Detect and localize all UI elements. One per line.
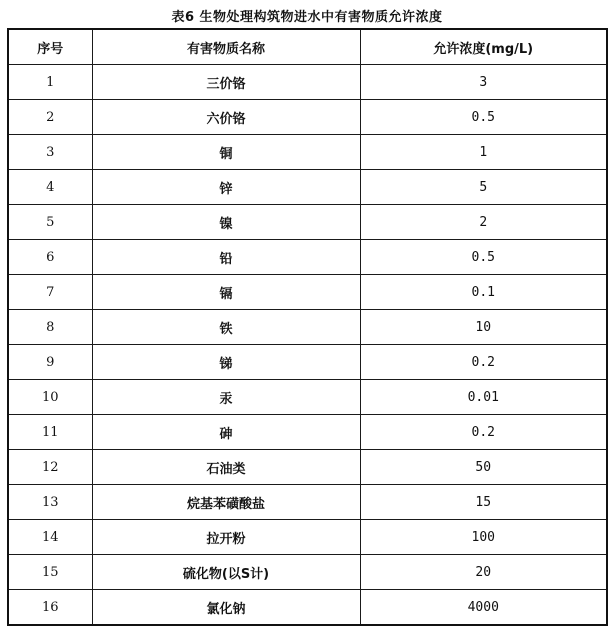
row-value: 0.01 (360, 380, 607, 415)
row-value: 0.1 (360, 275, 607, 310)
row-no: 8 (8, 310, 92, 345)
row-value: 5 (360, 170, 607, 205)
table-row (8, 590, 607, 626)
row-name: 铜 (92, 135, 360, 170)
table-row (8, 310, 607, 345)
table-row (8, 450, 607, 485)
row-no: 12 (8, 450, 92, 485)
row-value: 0.5 (360, 240, 607, 275)
row-no: 3 (8, 135, 92, 170)
row-value: 1 (360, 135, 607, 170)
row-name: 氯化钠 (92, 590, 360, 626)
row-no: 9 (8, 345, 92, 380)
row-value: 0.2 (360, 345, 607, 380)
row-name: 六价铬 (92, 100, 360, 135)
header-name: 有害物质名称 (92, 29, 360, 65)
table-row (8, 240, 607, 275)
row-name: 铅 (92, 240, 360, 275)
row-name: 烷基苯磺酸盐 (92, 485, 360, 520)
table-row (8, 205, 607, 240)
table-row (8, 555, 607, 590)
row-value: 0.2 (360, 415, 607, 450)
row-no: 16 (8, 590, 92, 626)
row-value: 4000 (360, 590, 607, 626)
row-no: 2 (8, 100, 92, 135)
header-row (8, 29, 607, 65)
row-name: 铁 (92, 310, 360, 345)
table-row (8, 275, 607, 310)
row-name: 锌 (92, 170, 360, 205)
row-value: 20 (360, 555, 607, 590)
row-name: 石油类 (92, 450, 360, 485)
row-name: 锑 (92, 345, 360, 380)
header-value: 允许浓度(mg/L) (360, 29, 607, 65)
row-no: 13 (8, 485, 92, 520)
table-row (8, 415, 607, 450)
row-name: 三价铬 (92, 65, 360, 100)
table-row (8, 485, 607, 520)
table-row (8, 65, 607, 100)
row-value: 15 (360, 485, 607, 520)
table-title: 表6 生物处理构筑物进水中有害物质允许浓度 (171, 10, 443, 25)
row-value: 100 (360, 520, 607, 555)
row-value: 3 (360, 65, 607, 100)
row-no: 6 (8, 240, 92, 275)
table-row (8, 520, 607, 555)
row-no: 10 (8, 380, 92, 415)
table-row (8, 345, 607, 380)
table-row (8, 135, 607, 170)
row-no: 11 (8, 415, 92, 450)
row-no: 15 (8, 555, 92, 590)
row-value: 50 (360, 450, 607, 485)
row-name: 硫化物(以S计) (92, 555, 360, 590)
row-no: 5 (8, 205, 92, 240)
row-no: 7 (8, 275, 92, 310)
row-no: 14 (8, 520, 92, 555)
row-no: 4 (8, 170, 92, 205)
table-body (8, 65, 607, 626)
table-row (8, 380, 607, 415)
table-row (8, 100, 607, 135)
row-name: 镍 (92, 205, 360, 240)
row-name: 镉 (92, 275, 360, 310)
table-row (8, 170, 607, 205)
row-no: 1 (8, 65, 92, 100)
header-no: 序号 (8, 29, 92, 65)
row-value: 2 (360, 205, 607, 240)
hazardous-substances-table (7, 28, 608, 626)
row-value: 10 (360, 310, 607, 345)
row-name: 汞 (92, 380, 360, 415)
row-name: 拉开粉 (92, 520, 360, 555)
row-value: 0.5 (360, 100, 607, 135)
row-name: 砷 (92, 415, 360, 450)
